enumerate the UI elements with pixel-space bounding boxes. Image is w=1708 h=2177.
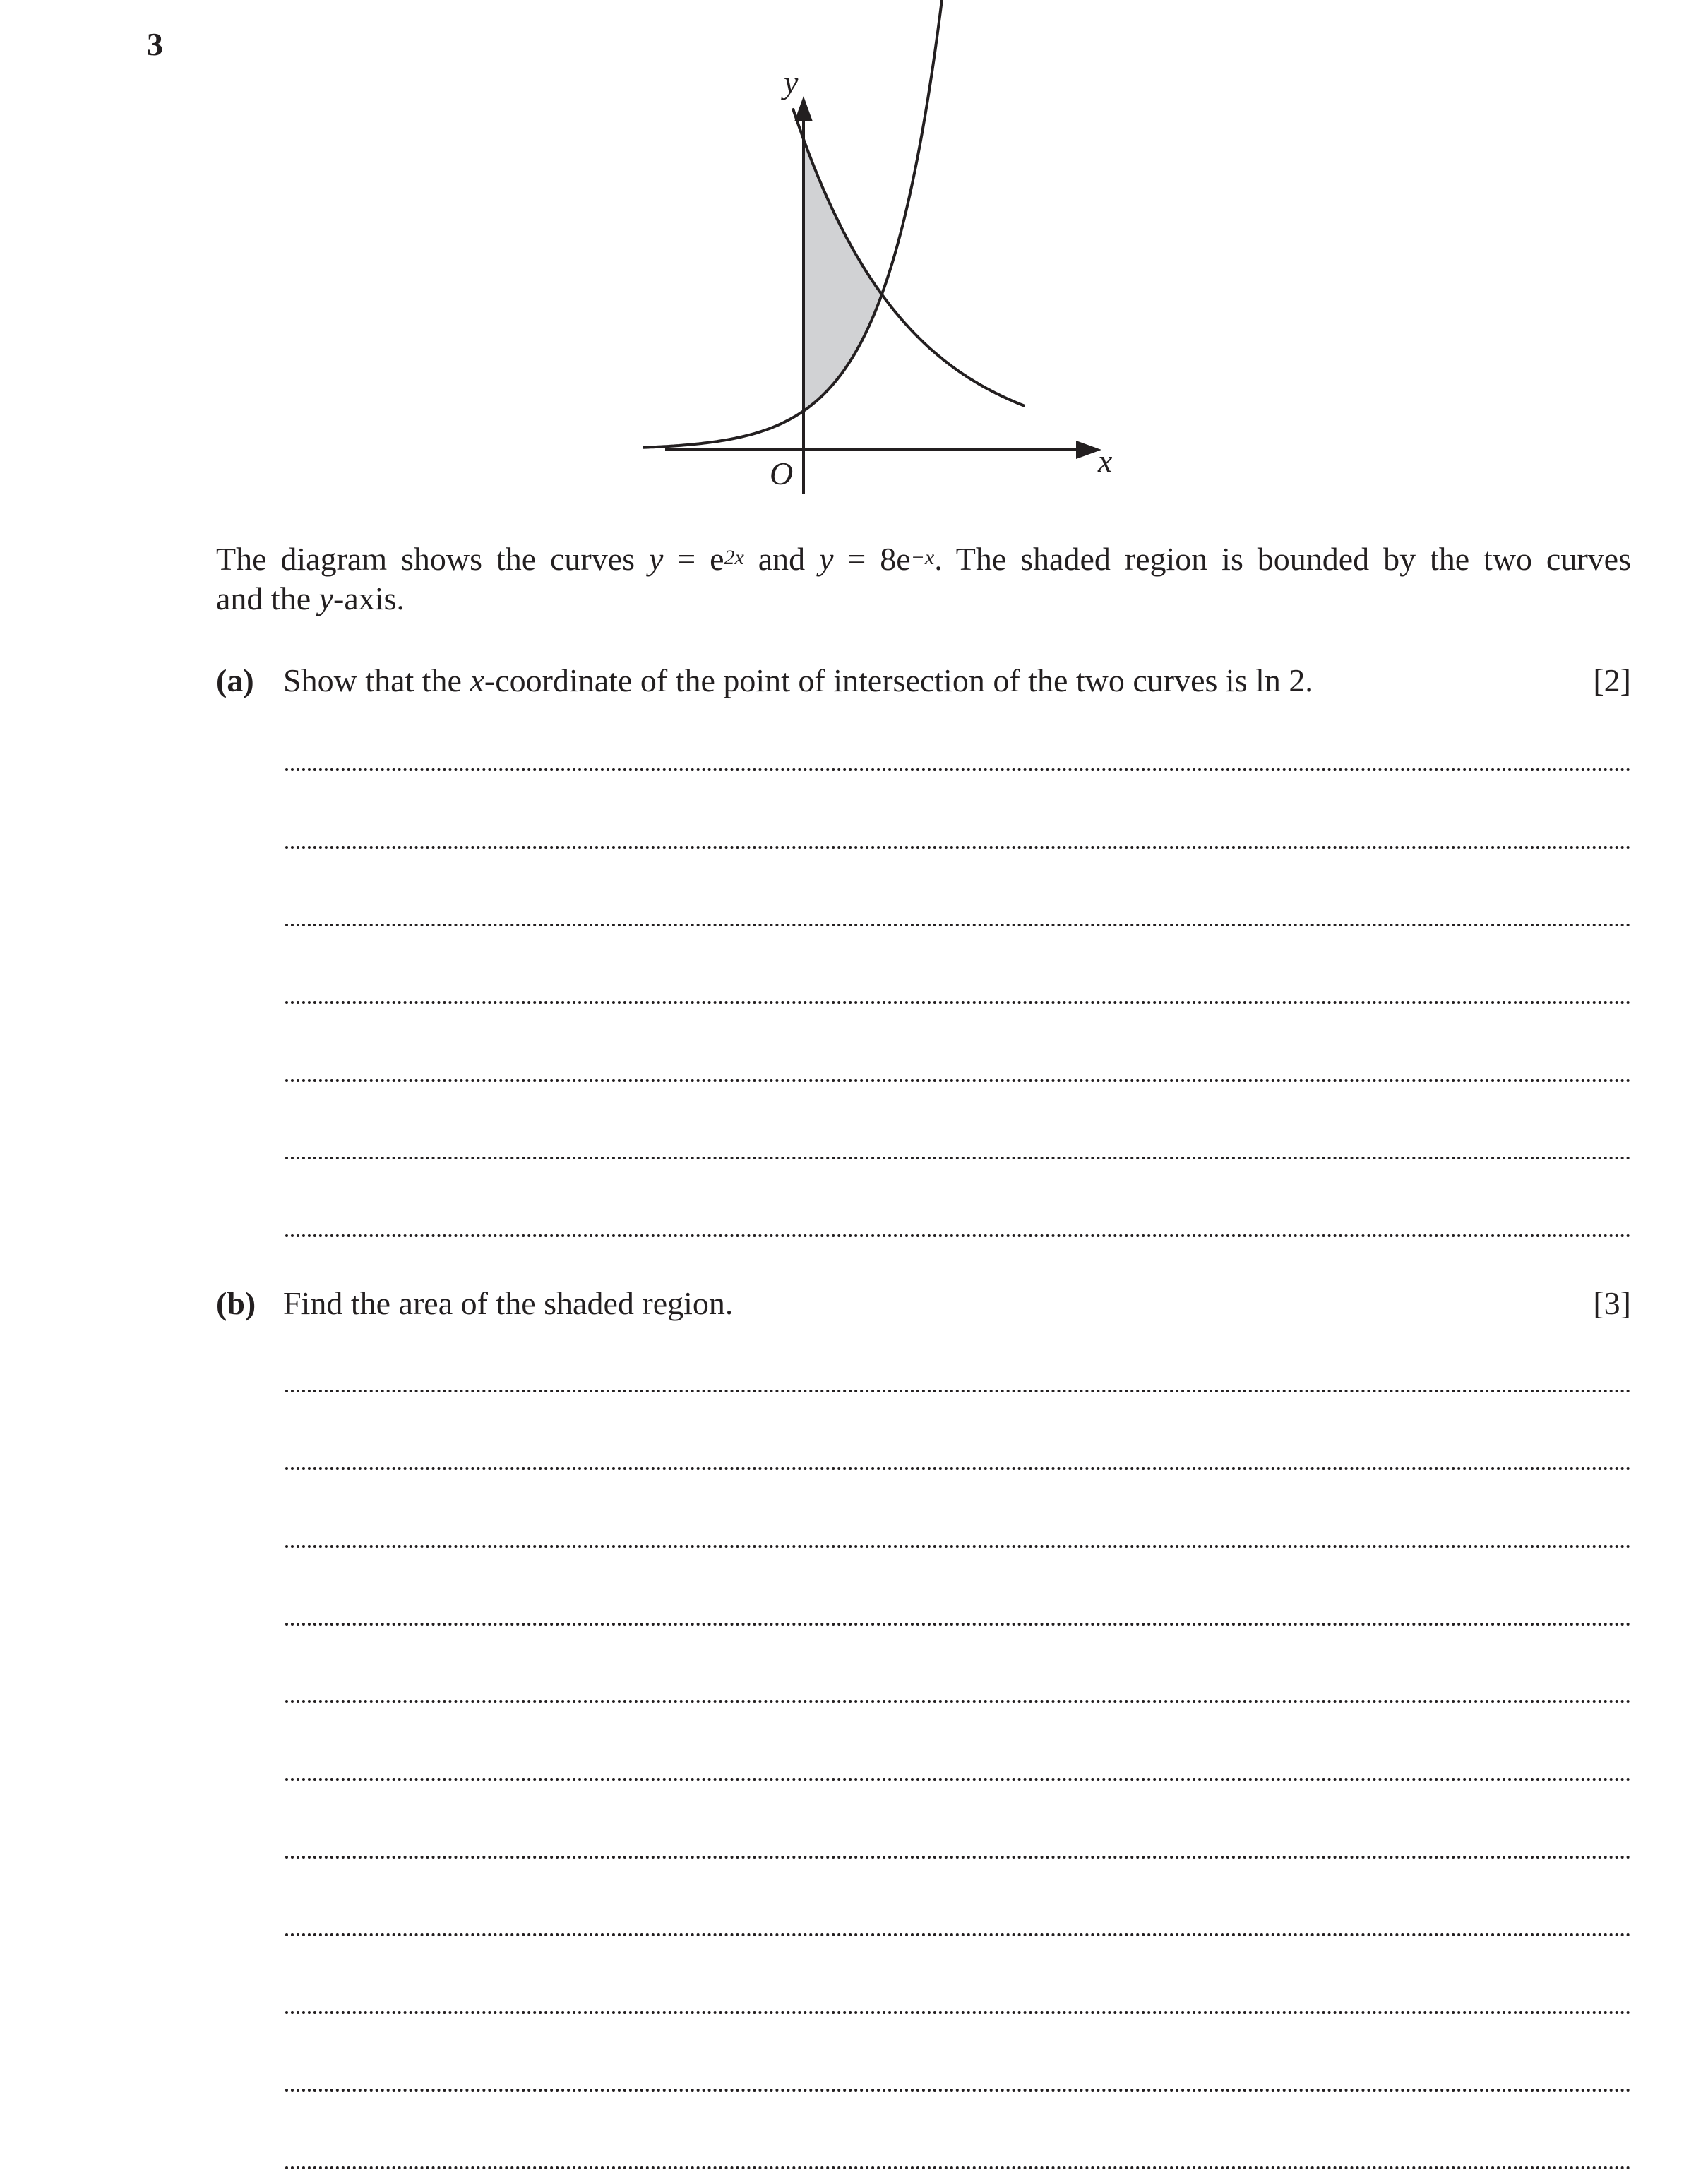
intro-variable-y: y	[318, 580, 334, 616]
eq1-exponent: 2x	[724, 546, 744, 569]
answer-line[interactable]	[285, 1778, 1631, 1781]
answer-line[interactable]	[285, 1079, 1631, 1082]
part-a-label: (a)	[216, 662, 254, 698]
eq1-variable: y	[648, 541, 664, 577]
question-intro	[216, 539, 1631, 619]
answer-line[interactable]	[285, 1390, 1631, 1392]
answer-line[interactable]	[285, 924, 1631, 926]
answer-line[interactable]	[285, 2166, 1631, 2169]
question-number: 3	[147, 26, 163, 62]
eq2-variable: y	[819, 541, 834, 577]
part-b-marks: [3]	[1593, 1285, 1631, 1321]
y-axis-label: y	[784, 64, 799, 100]
intro-text-3: . The shaded region is bounded by the two curves	[934, 541, 1631, 577]
part-a-text	[283, 661, 1313, 700]
answer-line[interactable]	[285, 1856, 1631, 1859]
answer-line[interactable]	[285, 1700, 1631, 1703]
answer-line[interactable]	[285, 2089, 1631, 2092]
answer-line[interactable]	[285, 1157, 1631, 1159]
part-b-text: Find the area of the shaded region.	[283, 1285, 734, 1321]
answer-line[interactable]	[285, 1933, 1631, 1936]
intro-text-5: -axis.	[333, 580, 405, 616]
answer-line[interactable]	[285, 768, 1631, 771]
eq1-base: = e	[663, 541, 724, 577]
answer-line[interactable]	[285, 2011, 1631, 2014]
intro-line-1	[216, 539, 1631, 579]
answer-line[interactable]	[285, 1001, 1631, 1004]
answer-line[interactable]	[285, 846, 1631, 849]
intro-text-2: and	[743, 541, 820, 577]
answer-line[interactable]	[285, 1623, 1631, 1626]
part-a-variable-x: x	[470, 662, 484, 698]
answer-line[interactable]	[285, 1467, 1631, 1470]
eq2-exponent: −x	[910, 546, 935, 569]
intro-text-1: The diagram shows the curves	[216, 541, 649, 577]
part-b-label: (b)	[216, 1285, 256, 1321]
answer-line[interactable]	[285, 1545, 1631, 1548]
part-a-text-start: Show that the	[283, 662, 470, 698]
eq2-base: = 8e	[833, 541, 911, 577]
intro-line-2	[216, 579, 1631, 619]
curves-diagram	[0, 0, 1708, 537]
part-a-text-end: -coordinate of the point of intersection of the two curves is ln 2.	[484, 662, 1313, 698]
x-axis-label: x	[1098, 443, 1113, 479]
part-a-marks: [2]	[1593, 662, 1631, 698]
intro-text-4: and the	[216, 580, 319, 616]
origin-label: O	[770, 455, 794, 491]
answer-line[interactable]	[285, 1234, 1631, 1237]
